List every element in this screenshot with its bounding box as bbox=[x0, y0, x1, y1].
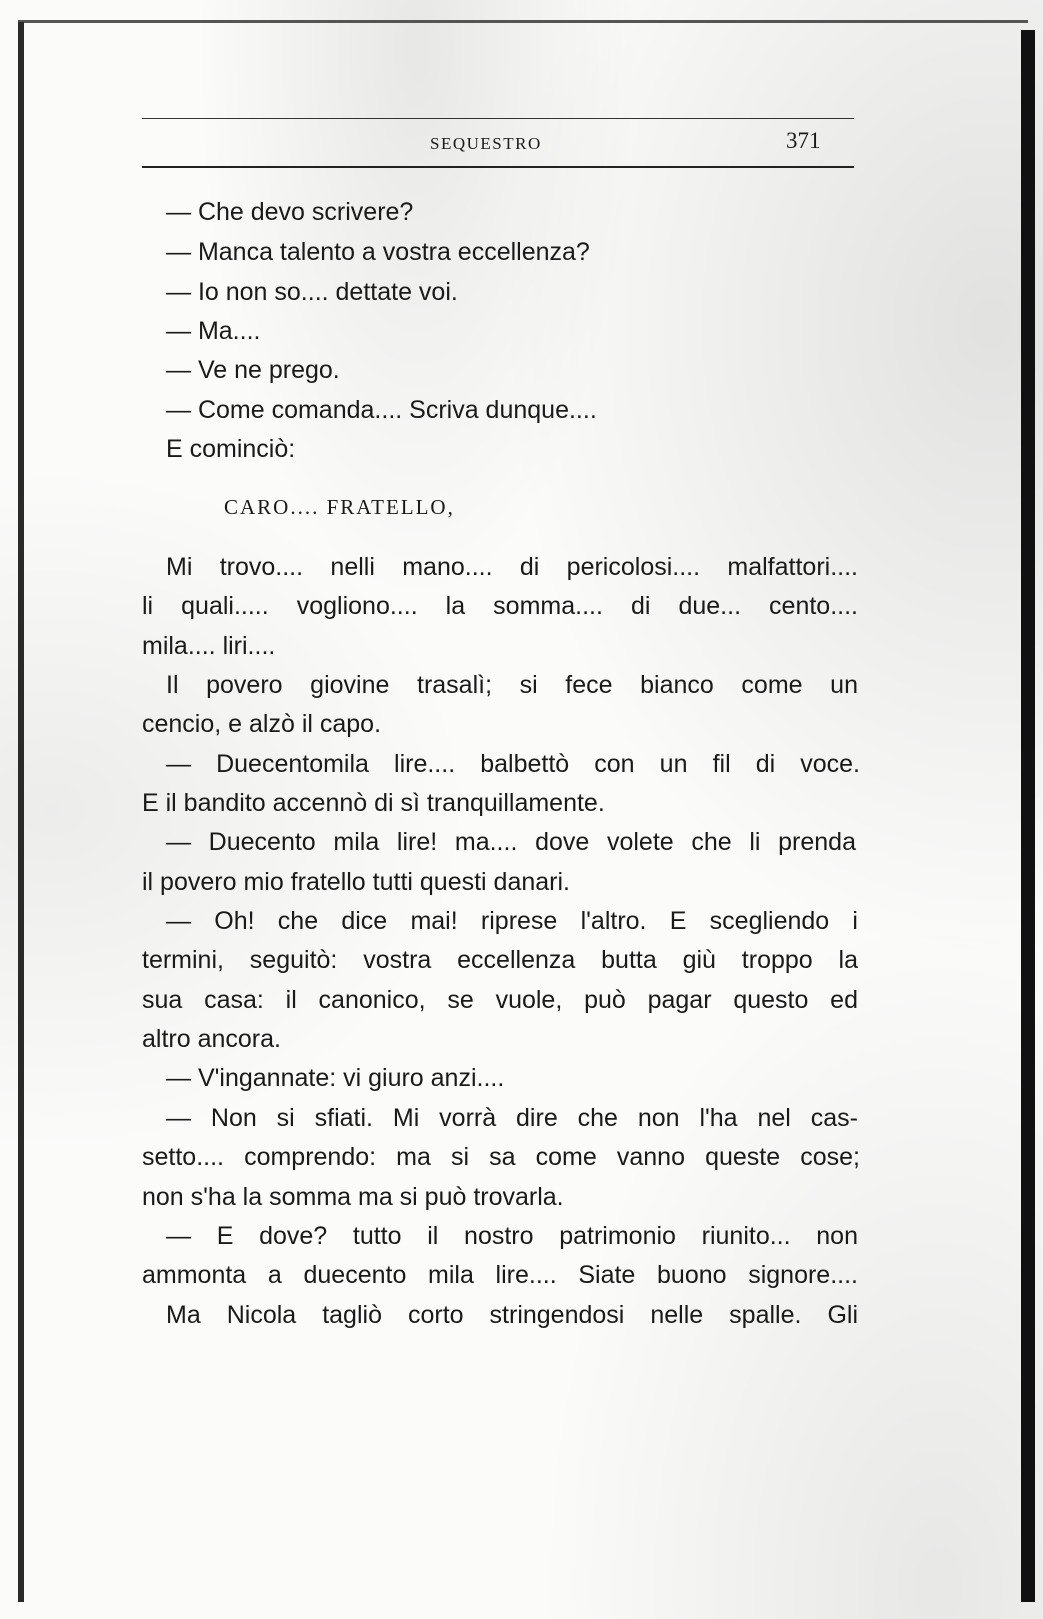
text-line: — Manca talento a vostra eccellenza? bbox=[166, 238, 590, 266]
page-right-edge bbox=[1021, 30, 1035, 1602]
text-line: il povero mio fratello tutti questi danari. bbox=[142, 868, 570, 896]
text-line: — Ma.... bbox=[166, 317, 261, 345]
text-line: Ma Nicola tagliò corto stringendosi nelle spalle. Gli bbox=[166, 1301, 858, 1329]
text-line: — Come comanda.... Scriva dunque.... bbox=[166, 396, 597, 424]
text-line: li quali..... vogliono.... la somma.... di due... cento.... bbox=[142, 592, 858, 620]
text-line: E cominciò: bbox=[166, 435, 296, 463]
text-line: E il bandito accennò di sì tranquillamente. bbox=[142, 789, 605, 817]
text-line: ammonta a duecento mila lire.... Siate buono signore.... bbox=[142, 1261, 858, 1289]
text-line: Mi trovo.... nelli mano.... di pericolosi.... malfattori.... bbox=[166, 553, 858, 581]
text-line: — Duecentomila lire.... balbettò con un fil di voce. bbox=[166, 750, 860, 778]
page-left-edge bbox=[18, 22, 24, 1602]
text-line: — V'ingannate: vi giuro anzi.... bbox=[166, 1064, 505, 1092]
text-line: — Io non so.... dettate voi. bbox=[166, 278, 458, 306]
text-line: — E dove? tutto il nostro patrimonio riunito... non bbox=[166, 1222, 858, 1250]
text-line: cencio, e alzò il capo. bbox=[142, 710, 382, 738]
text-line: termini, seguitò: vostra eccellenza butta giù troppo la bbox=[142, 946, 858, 974]
text-line: mila.... liri.... bbox=[142, 632, 276, 660]
header-rule-bottom bbox=[142, 166, 854, 168]
text-line: sua casa: il canonico, se vuole, può pagar questo ed bbox=[142, 986, 858, 1014]
text-line: — Oh! che dice mai! riprese l'altro. E scegliendo i bbox=[166, 907, 858, 935]
text-line: Il povero giovine trasalì; si fece bianco come un bbox=[166, 671, 858, 699]
text-line: altro ancora. bbox=[142, 1025, 281, 1053]
text-line: setto.... comprendo: ma si sa come vanno queste cose; bbox=[142, 1143, 860, 1171]
text-line: — Che devo scrivere? bbox=[166, 198, 414, 226]
running-title: SEQUESTRO bbox=[430, 134, 542, 153]
header-rule-top bbox=[142, 118, 854, 119]
text-line: — Ve ne prego. bbox=[166, 356, 340, 384]
text-line: non s'ha la somma ma si può trovarla. bbox=[142, 1183, 564, 1211]
page-number: 371 bbox=[786, 128, 821, 153]
page-top-edge bbox=[18, 20, 1028, 23]
text-line: — Non si sfiati. Mi vorrà dire che non l'ha nel cas- bbox=[166, 1104, 858, 1132]
text-line: — Duecento mila lire! ma.... dove volete che li prenda bbox=[166, 828, 856, 856]
letter-salutation: CARO.... FRATELLO, bbox=[224, 495, 455, 519]
